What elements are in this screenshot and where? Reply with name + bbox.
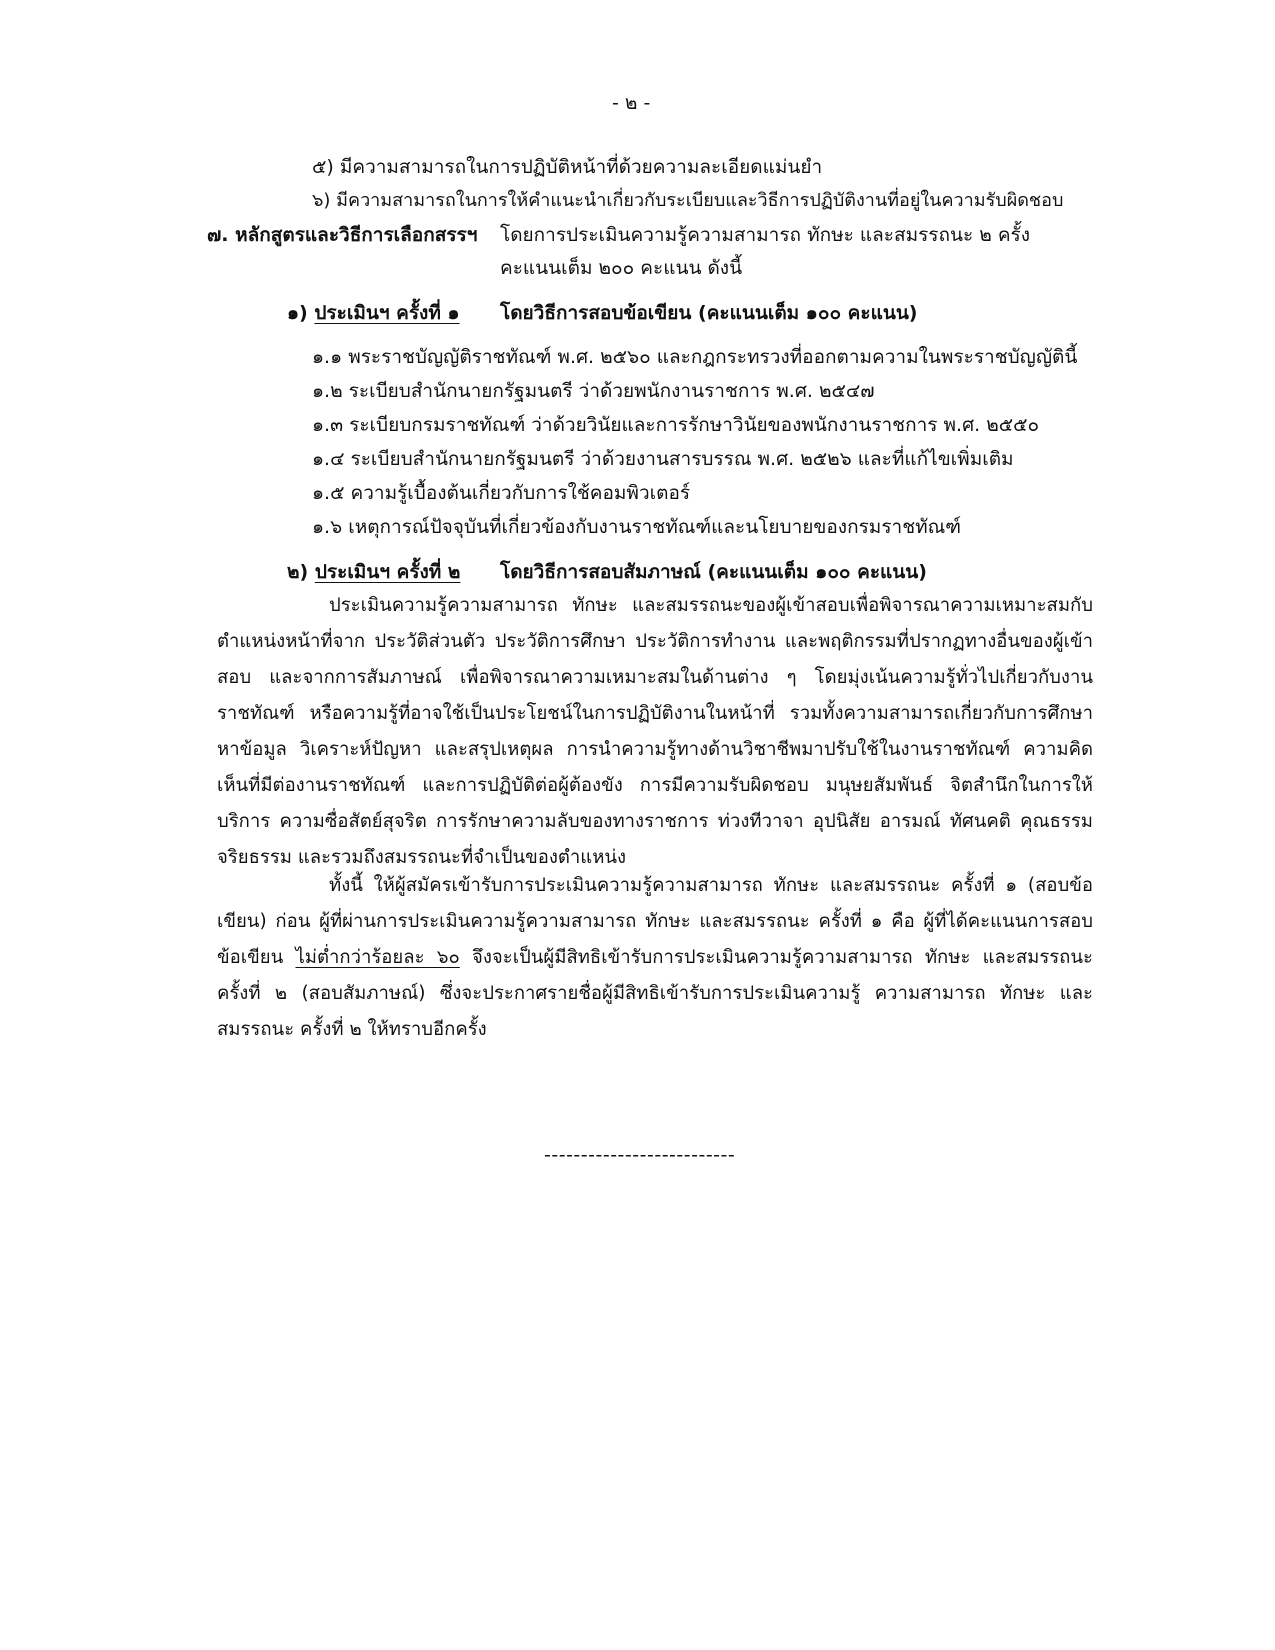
assessment-1-heading bbox=[287, 296, 460, 330]
assessment-2-label: ประเมินฯ ครั้งที่ ๒ bbox=[314, 561, 461, 583]
exam-topic-1-6: ๑.๖ เหตุการณ์ปัจจุบันที่เกี่ยวข้องกับงานราชทัณฑ์และนโยบายของกรมราชทัณฑ์ bbox=[312, 516, 962, 538]
assessment-2-description bbox=[217, 588, 1093, 876]
exam-topic-1-5: ๑.๕ ความรู้เบื้องต้นเกี่ยวกับการใช้คอมพิวเตอร์ bbox=[312, 482, 691, 504]
final-note-part1: ทั้งนี้ ให้ผู้สมัครเข้ารับการประเมินความรู้ความสามารถ ทักษะ และสมรรถนะ ครั้งที่ ๑ (สอบข้อเขียน) ก่อน ผู้ที่ผ่านการประเมินความรู้ความสามารถ ทักษะ และสมรรถนะ ครั้งที่ ๑ คือ ผู้ที่ได้คะแนนการสอบข้อเขียน bbox=[217, 875, 1093, 968]
final-note-part2: จึงจะเป็นผู้มีสิทธิเข้ารับการประเมินความรู้ความสามารถ ทักษะ และสมรรถนะ ครั้งที่ ๒ (สอบสัมภาษณ์) ซึ่งจะประกาศรายชื่อผู้มีสิทธิเข้ารับการประเมินความรู้ ความสามารถ ทักษะ และสมรรถนะ ครั้งที่ ๒ ให้ทราบอีกครั้ง bbox=[217, 947, 1093, 1040]
final-note bbox=[217, 868, 1093, 1048]
exam-topic-1-3: ๑.๓ ระเบียบกรมราชทัณฑ์ ว่าด้วยวินัยและการรักษาวินัยของพนักงานราชการ พ.ศ. ๒๕๕๐ bbox=[312, 414, 1040, 436]
final-note-pass-threshold: ไม่ต่ำกว่าร้อยละ ๖๐ bbox=[295, 947, 460, 968]
exam-topic-1-2: ๑.๒ ระเบียบสำนักนายกรัฐมนตรี ว่าด้วยพนักงานราชการ พ.ศ. ๒๕๔๗ bbox=[312, 380, 875, 402]
page-number: - ๒ - bbox=[612, 92, 651, 114]
assessment-1-prefix: ๑) bbox=[287, 302, 308, 324]
assessment-2-description-text: ประเมินความรู้ความสามารถ ทักษะ และสมรรถนะของผู้เข้าสอบเพื่อพิจารณาความเหมาะสมกับตำแหน่งหน้าที่จาก ประวัติส่วนตัว ประวัติการศึกษา ประวัติการทำงาน และพฤติกรรมที่ปรากฏทางอื่นของผู้เข้าสอบ และจากการสัมภาษณ์ เพื่อพิจารณาความเหมาะสมในด้านต่าง ๆ โดยมุ่งเน้นความรู้ทั่วไปเกี่ยวกับงานราชทัณฑ์ หรือความรู้ที่อาจใช้เป็นประโยชน์ในการปฏิบัติงานในหน้าที่ รวมทั้งความสามารถเกี่ยวกับการศึกษาหาข้อมูล วิเคราะห์ปัญหา และสรุปเหตุผล การนำความรู้ทางด้านวิชาชีพมาปรับใช้ในงานราชทัณฑ์ ความคิดเห็นที่มีต่องานราชทัณฑ์ และการปฏิบัติต่อผู้ต้องขัง การมีความรับผิดชอบ มนุษยสัมพันธ์ จิตสำนึกในการให้บริการ ความซื่อสัตย์สุจริต การรักษาความลับของทางราชการ ท่วงทีวาจา อุปนิสัย อารมณ์ ทัศนคติ คุณธรรม จริยธรรม และรวมถึงสมรรถนะที่จำเป็นของตำแหน่ง bbox=[217, 595, 1093, 868]
section-7-description-line2: คะแนนเต็ม ๒๐๐ คะแนน ดังนี้ bbox=[500, 257, 743, 279]
exam-topic-1-1: ๑.๑ พระราชบัญญัติราชทัณฑ์ พ.ศ. ๒๕๖๐ และกฎกระทรวงที่ออกตามความในพระราชบัญญัตินี้ bbox=[312, 346, 1078, 368]
qualification-item-5: ๕) มีความสามารถในการปฏิบัติหน้าที่ด้วยความละเอียดแม่นยำ bbox=[312, 156, 823, 178]
assessment-1-label: ประเมินฯ ครั้งที่ ๑ bbox=[314, 302, 460, 324]
section-7-description-line1: โดยการประเมินความรู้ความสามารถ ทักษะ และสมรรถนะ ๒ ครั้ง bbox=[500, 224, 1031, 246]
qualification-item-6: ๖) มีความสามารถในการให้คำแนะนำเกี่ยวกับระเบียบและวิธีการปฏิบัติงานที่อยู่ในความรับผิดชอบ bbox=[312, 190, 1064, 211]
assessment-2-prefix: ๒) bbox=[287, 561, 309, 583]
assessment-2-heading bbox=[287, 555, 460, 589]
assessment-1-method: โดยวิธีการสอบข้อเขียน (คะแนนเต็ม ๑๐๐ คะแนน) bbox=[500, 302, 918, 324]
end-of-document-rule: -------------------------- bbox=[544, 1144, 736, 1166]
exam-topic-1-4: ๑.๔ ระเบียบสำนักนายกรัฐมนตรี ว่าด้วยงานสารบรรณ พ.ศ. ๒๕๒๖ และที่แก้ไขเพิ่มเติม bbox=[312, 448, 1014, 470]
section-7-heading: ๗. หลักสูตรและวิธีการเลือกสรรฯ bbox=[207, 224, 478, 246]
assessment-2-method: โดยวิธีการสอบสัมภาษณ์ (คะแนนเต็ม ๑๐๐ คะแนน) bbox=[500, 561, 927, 583]
